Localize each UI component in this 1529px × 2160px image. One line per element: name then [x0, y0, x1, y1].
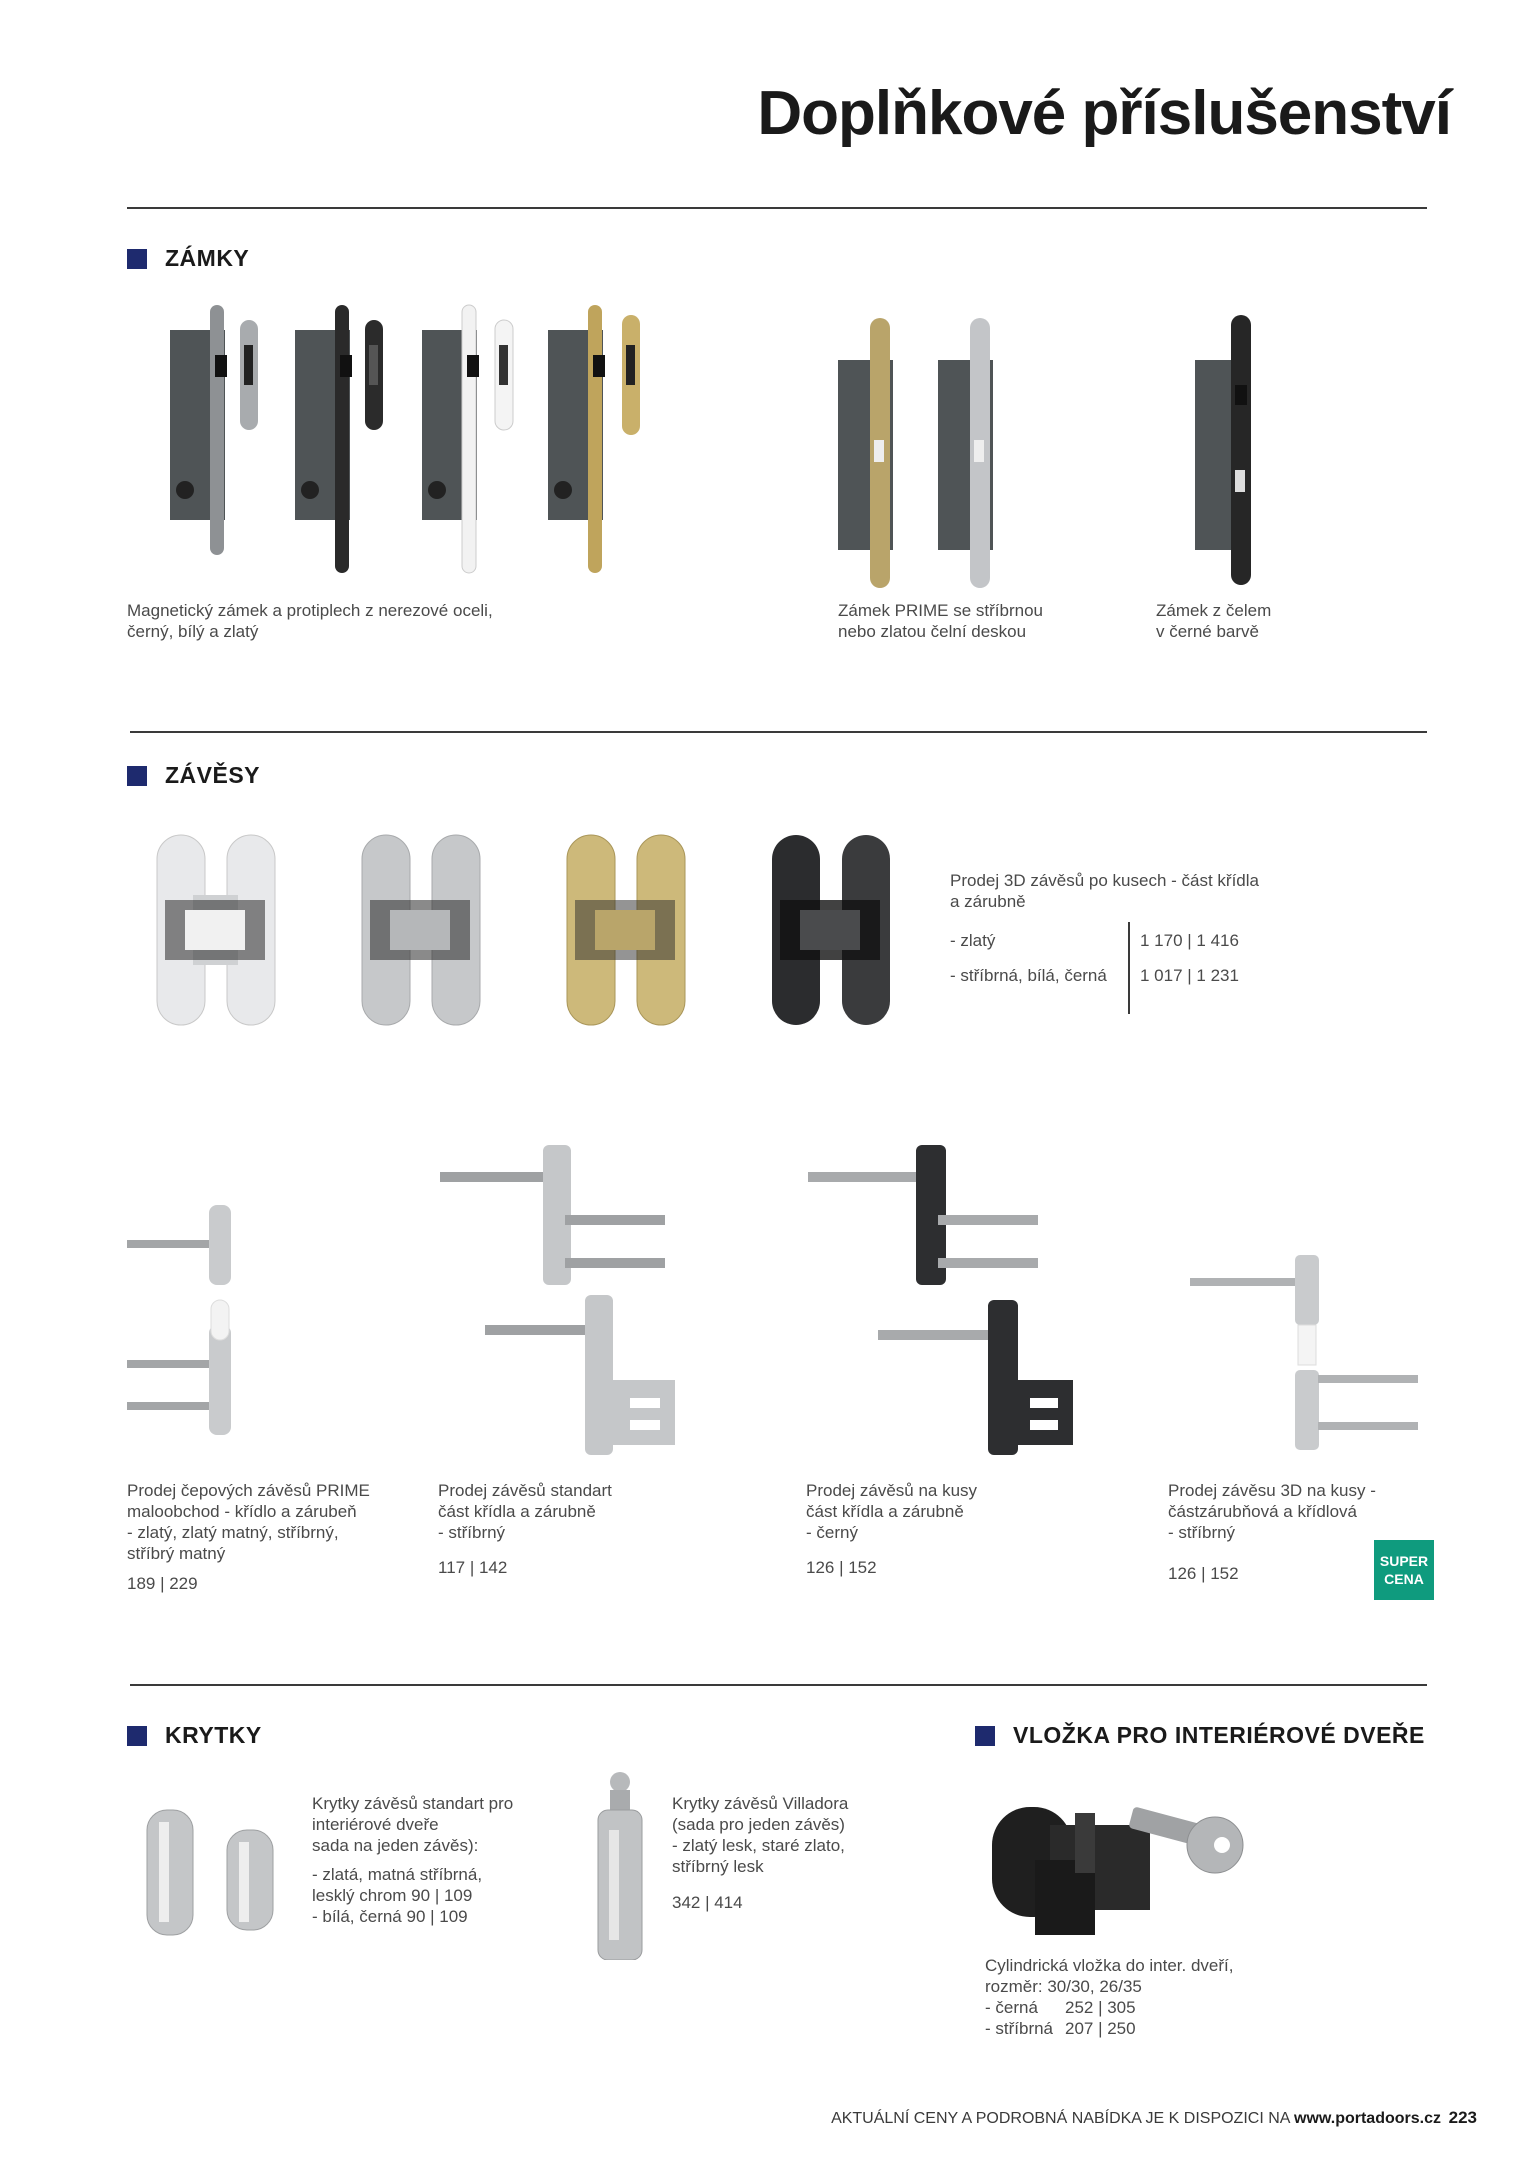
villadora-price: 342 | 414	[672, 1893, 743, 1912]
hinge-price: 117 | 142	[438, 1558, 508, 1577]
lock-description: Zámek PRIME se stříbrnou nebo zlatou čelní deskou	[838, 601, 1044, 641]
hinge3d-description: Prodej 3D závěsů po kusech - část křídla a zárubně	[950, 871, 1259, 911]
cylinder-label: - stříbrná	[985, 2019, 1054, 2038]
villadora-caps-image	[585, 1770, 655, 1960]
black-lock-image	[1195, 310, 1275, 590]
divider	[127, 207, 1427, 209]
cylinder-lock-image	[990, 1795, 1260, 1945]
section-marker-icon	[127, 1726, 147, 1746]
section-marker-icon	[127, 249, 147, 269]
caps-description: Krytky závěsů standart pro interiérové dveře sada na jeden závěs):	[312, 1794, 514, 1855]
hinge-description: Prodej závěsů standart část křídla a zárubně - stříbrný	[438, 1481, 612, 1542]
hinge-description: Prodej závěsu 3D na kusy - částzárubňová a křídlová - stříbrný	[1168, 1481, 1376, 1542]
prime-locks-image	[830, 310, 1010, 590]
super-cena-badge	[1374, 1540, 1434, 1600]
cylinder-price: 207 | 250	[1065, 2019, 1136, 2038]
villadora-description: Krytky závěsů Villadora (sada pro jeden závěs) - zlatý lesk, staré zlato, stříbrný lesk	[672, 1794, 849, 1876]
section-heading-vlozka	[975, 1722, 1425, 1749]
hinge3d-price: 1 170 | 1 416	[1140, 931, 1239, 950]
section-marker-icon	[975, 1726, 995, 1746]
price-divider	[1128, 922, 1130, 1014]
section-heading-zavesy	[127, 762, 260, 789]
divider	[130, 1684, 1427, 1686]
footer-text: AKTUÁLNÍ CENY A PODROBNÁ NABÍDKA JE K DISPOZICI NA	[831, 2110, 1295, 2127]
section-heading-zamky	[127, 245, 249, 272]
badge-line: SUPER	[1379, 1553, 1429, 1569]
cylinder-price: 252 | 305	[1065, 1998, 1136, 2017]
section-marker-icon	[127, 766, 147, 786]
3d-pin-hinge-image	[1190, 1250, 1430, 1460]
section-title: ZÁMKY	[165, 245, 250, 271]
hinge-description: Prodej čepových závěsů PRIME maloobchod - křídlo a zárubeň - zlatý, zlatý matný, stříbrný, stříbrý matný	[127, 1481, 370, 1563]
cylinder-label: - černá	[985, 1998, 1038, 2017]
badge-line: CENA	[1384, 1571, 1424, 1587]
hinge3d-price: 1 017 | 1 231	[1140, 966, 1239, 985]
footer	[831, 2110, 1441, 2128]
hinge3d-label: - stříbrná, bílá, černá	[950, 966, 1107, 985]
black-hinge-image	[808, 1140, 1078, 1460]
divider	[130, 731, 1427, 733]
hinge-caps-image	[145, 1800, 285, 1940]
footer-link[interactable]: www.portadoors.cz	[1294, 2110, 1441, 2127]
hinge-price: 126 | 152	[806, 1558, 877, 1577]
lock-description: Magnetický zámek a protiplech z nerezové oceli, černý, bílý a zlatý	[127, 601, 493, 641]
3d-hinges-image	[155, 830, 915, 1030]
section-title: ZÁVĚSY	[165, 762, 261, 788]
hinge-description: Prodej závěsů na kusy část křídla a zárubně - černý	[806, 1481, 978, 1542]
prime-pin-hinge-image	[127, 1140, 277, 1450]
hinge-price: 189 | 229	[127, 1574, 198, 1593]
lock-description: Zámek z čelem v černé barvě	[1156, 601, 1272, 641]
hinge-price: 126 | 152	[1168, 1564, 1239, 1583]
cylinder-description: Cylindrická vložka do inter. dveří, rozměr: 30/30, 26/35	[985, 1956, 1234, 1996]
hinge3d-label: - zlatý	[950, 931, 996, 950]
section-title: VLOŽKA PRO INTERIÉROVÉ DVEŘE	[1013, 1722, 1425, 1748]
standard-hinge-image	[435, 1140, 685, 1460]
section-heading-krytky	[127, 1722, 262, 1749]
caps-colors: - zlatá, matná stříbrná, lesklý chrom 90 | 109 - bílá, černá 90 | 109	[312, 1865, 483, 1926]
magnetic-locks-image	[160, 300, 680, 590]
section-title: KRYTKY	[165, 1722, 262, 1748]
page-title: Doplňkové příslušenství	[757, 79, 1451, 148]
page-number: 223	[1448, 2108, 1477, 2127]
